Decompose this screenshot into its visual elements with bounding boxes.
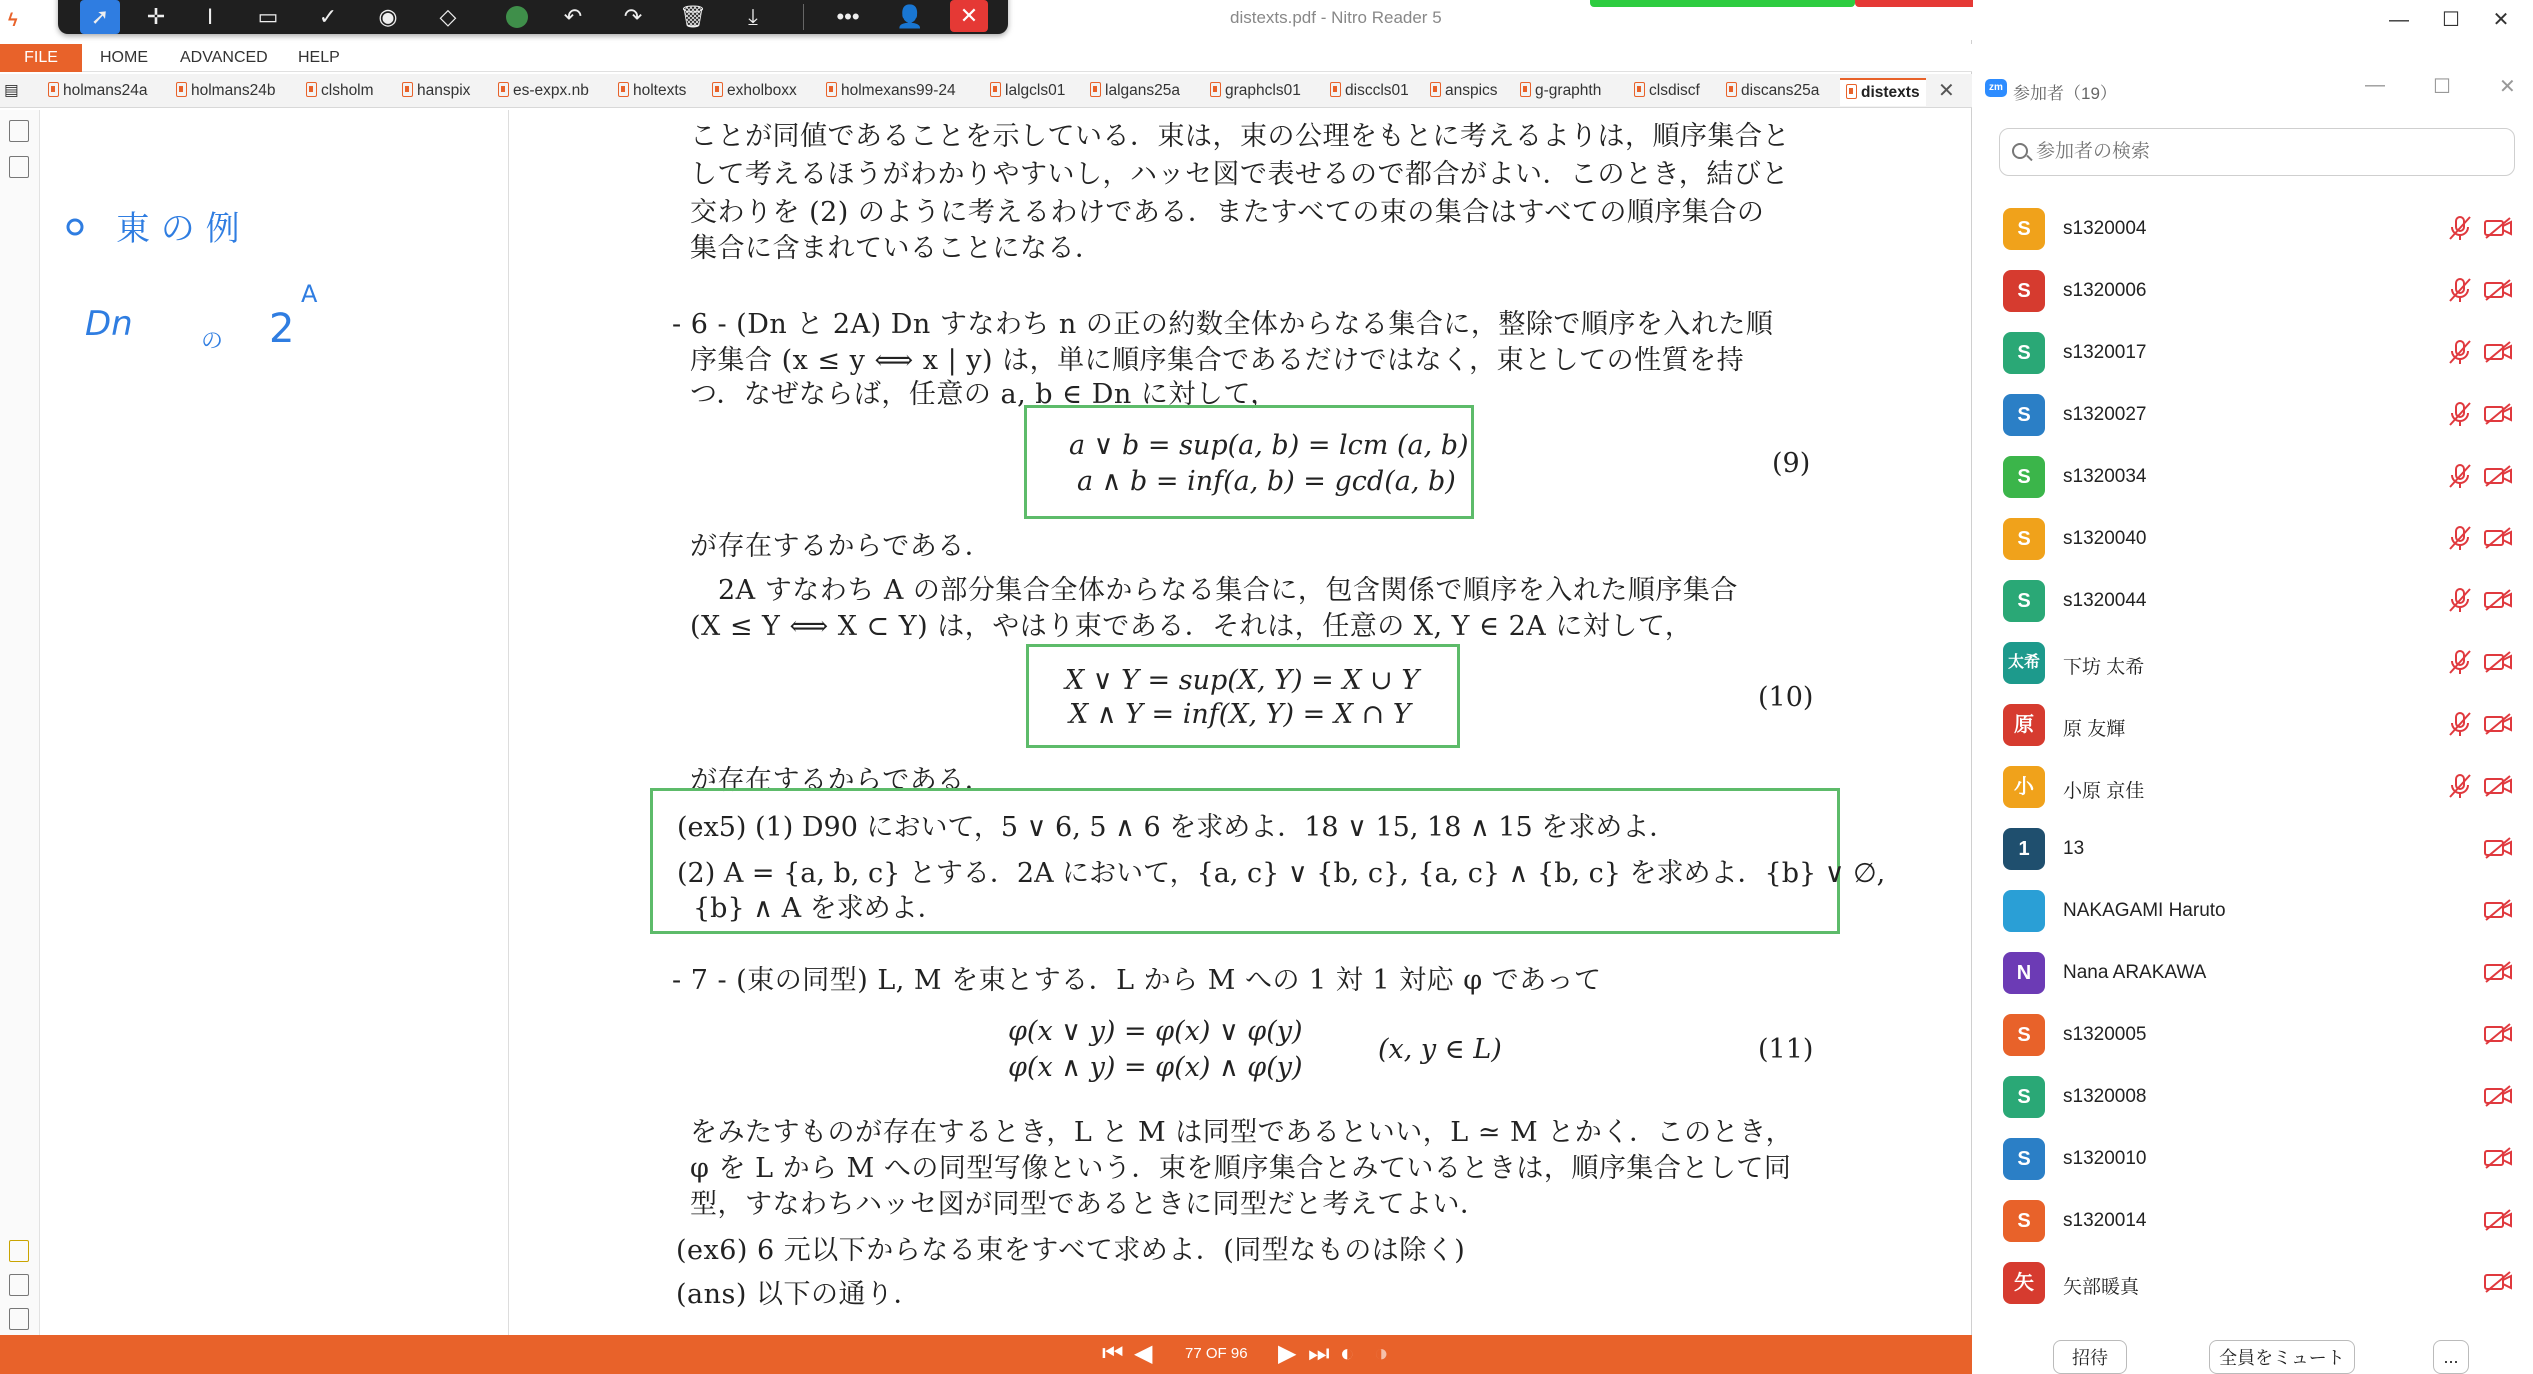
ink-bullet bbox=[68, 220, 82, 234]
pdf-icon bbox=[712, 82, 723, 97]
section-6-line-2: 序集合 (x ≤ y ⟺ x | y) は，単に順序集合であるだけではなく，束としての性質を持 bbox=[690, 345, 1745, 376]
tab-label: holmans24a bbox=[63, 82, 148, 99]
participant-row[interactable] bbox=[1973, 882, 2533, 942]
avatar: 小 bbox=[2003, 766, 2045, 808]
help-menu[interactable]: HELP bbox=[298, 49, 340, 66]
participant-name: s1320010 bbox=[2063, 1148, 2147, 1169]
pdf-icon bbox=[1430, 82, 1441, 97]
annotation-toolbar bbox=[58, 0, 1008, 34]
more-icon[interactable]: ••• bbox=[836, 4, 860, 29]
avatar: S bbox=[2003, 1076, 2045, 1118]
tab-anspics[interactable] bbox=[1430, 78, 1498, 106]
tab-label: hanspix bbox=[417, 82, 471, 99]
tab-label: clsdiscf bbox=[1649, 82, 1700, 99]
participant-name: s1320006 bbox=[2063, 280, 2147, 301]
participant-name: s1320004 bbox=[2063, 218, 2147, 239]
pdf-icon bbox=[1330, 82, 1341, 97]
output-panel-icon[interactable] bbox=[9, 1308, 29, 1330]
tab-label: anspics bbox=[1445, 82, 1498, 99]
tab-label: holtexts bbox=[633, 82, 687, 99]
video-off-icon[interactable] bbox=[2483, 1208, 2513, 1232]
tab-holtexts[interactable] bbox=[618, 78, 686, 106]
equation-10-number: (10) bbox=[1758, 682, 1814, 713]
participant-name: Nana ARAKAWA bbox=[2063, 962, 2207, 983]
answer-line: (ans) 以下の通り． bbox=[676, 1279, 921, 1310]
close-tab-icon[interactable]: ✕ bbox=[1938, 80, 1955, 102]
ink-note-dn: Dn bbox=[85, 304, 133, 344]
left-tool-panel bbox=[0, 110, 40, 1335]
tab-holmans24a[interactable] bbox=[48, 78, 147, 106]
video-off-icon[interactable] bbox=[2483, 1270, 2513, 1294]
tab-label: graphcls01 bbox=[1225, 82, 1301, 99]
participant-name: s1320008 bbox=[2063, 1086, 2147, 1107]
pdf-icon bbox=[498, 82, 509, 97]
tab-label: holmans24b bbox=[191, 82, 276, 99]
tab-holmans24b[interactable] bbox=[176, 78, 275, 106]
video-off-icon[interactable] bbox=[2483, 650, 2513, 674]
pdf-icon bbox=[1846, 84, 1857, 99]
participant-row[interactable] bbox=[1973, 944, 2533, 1004]
participant-row[interactable] bbox=[1973, 200, 2533, 260]
equation-9-line-1: a ∨ b = sup(a, b) = lcm (a, b) bbox=[1069, 430, 1469, 461]
tab-label: holmexans99-24 bbox=[841, 82, 956, 99]
video-off-icon[interactable] bbox=[2483, 464, 2513, 488]
ink-note-a: A bbox=[301, 280, 318, 308]
video-off-icon[interactable] bbox=[2483, 960, 2513, 984]
avatar: S bbox=[2003, 270, 2045, 312]
equation-10-line-2: X ∧ Y = inf(X, Y) = X ∩ Y bbox=[1069, 699, 1411, 730]
doc-line: が存在するからである． bbox=[690, 765, 993, 796]
tab-label: g-graphth bbox=[1535, 82, 1602, 99]
video-off-icon[interactable] bbox=[2483, 1022, 2513, 1046]
video-off-icon[interactable] bbox=[2483, 278, 2513, 302]
participant-name: s1320014 bbox=[2063, 1210, 2147, 1231]
participant-row[interactable] bbox=[1973, 262, 2533, 322]
zoom-participants-panel bbox=[1973, 0, 2533, 1374]
tab-distexts[interactable] bbox=[1840, 78, 1926, 106]
avatar: 太希 bbox=[2003, 642, 2045, 684]
tab-g-graphth[interactable] bbox=[1520, 78, 1601, 106]
tab-label: lalgans25a bbox=[1105, 82, 1180, 99]
nitro-logo-icon: ϟ bbox=[8, 10, 18, 30]
mic-muted-icon[interactable] bbox=[2447, 772, 2473, 800]
participant-name: 原 友輝 bbox=[2063, 719, 2126, 740]
pdf-icon bbox=[402, 82, 413, 97]
participant-row[interactable] bbox=[1973, 448, 2533, 508]
avatar: S bbox=[2003, 580, 2045, 622]
exercise-5-line-2: (2) A = {a, b, c} とする．2A において，{a, c} ∨ {b, c}, {a, c} ∧ {b, c} を求めよ．{b} ∨ ∅, bbox=[677, 858, 1886, 889]
mute-all-button[interactable]: 全員をミュート bbox=[2209, 1340, 2355, 1374]
video-off-icon[interactable] bbox=[2483, 836, 2513, 860]
tab-exholboxx[interactable] bbox=[712, 78, 797, 106]
next-page-icon[interactable]: ▶ bbox=[1278, 1340, 1297, 1367]
invite-button[interactable]: 招待 bbox=[2053, 1340, 2127, 1374]
doc-line: (X ≤ Y ⟺ X ⊂ Y) は，やはり束である．それは，任意の X, Y ∈ 2A に対して， bbox=[690, 611, 1693, 642]
participants-title: 参加者（19） bbox=[2013, 84, 2117, 103]
video-off-icon[interactable] bbox=[2483, 774, 2513, 798]
tab-clsholm[interactable] bbox=[306, 78, 374, 106]
avatar bbox=[2003, 890, 2045, 932]
participant-name: 下坊 太希 bbox=[2063, 657, 2145, 678]
page-indicator[interactable]: 77 OF 96 bbox=[1185, 1345, 1248, 1362]
attachments-panel-icon[interactable] bbox=[9, 1274, 29, 1296]
avatar: 矢 bbox=[2003, 1262, 2045, 1304]
participant-name: 矢部暖真 bbox=[2063, 1277, 2140, 1298]
participant-row[interactable] bbox=[1973, 696, 2533, 756]
prev-page-icon[interactable]: ◀ bbox=[1134, 1340, 1153, 1367]
tab-label: clsholm bbox=[321, 82, 374, 99]
section-6-line-3: つ．なぜならば，任意の a, b ∈ Dn に対して， bbox=[690, 379, 1278, 410]
minimize-icon[interactable]: — bbox=[2389, 9, 2409, 31]
doc-line: が存在するからである． bbox=[690, 531, 993, 562]
participant-row[interactable] bbox=[1973, 1068, 2533, 1128]
zoom-share-indicator-green bbox=[1590, 0, 1855, 7]
participant-row[interactable] bbox=[1973, 572, 2533, 632]
participant-row[interactable] bbox=[1973, 1006, 2533, 1066]
tab-graphcls01[interactable] bbox=[1210, 78, 1301, 106]
ink-note-2: 2 bbox=[269, 306, 295, 352]
color-picker-icon[interactable] bbox=[506, 6, 528, 28]
participant-row[interactable] bbox=[1973, 820, 2533, 880]
zoom-logo-icon: zm bbox=[1985, 79, 2007, 97]
avatar: 1 bbox=[2003, 828, 2045, 870]
ribbon-menu bbox=[0, 44, 1972, 72]
video-off-icon[interactable] bbox=[2483, 898, 2513, 922]
tab-lalgans25a[interactable] bbox=[1090, 78, 1180, 106]
pdf-icon bbox=[176, 82, 187, 97]
video-off-icon[interactable] bbox=[2483, 526, 2513, 550]
section-7-line-1: - 7 - (束の同型) L, M を束とする．L から M への 1 対 1 対応 φ であって bbox=[672, 965, 1602, 996]
participant-name: s1320034 bbox=[2063, 466, 2147, 487]
equation-11-line-1: φ(x ∨ y) = φ(x) ∨ φ(y) bbox=[1008, 1016, 1303, 1047]
avatar: S bbox=[2003, 1200, 2045, 1242]
doc-line: 型，すなわちハッセ図が同型であるときに同型だと考えてよい． bbox=[690, 1189, 1488, 1220]
tab-discans25a[interactable] bbox=[1726, 78, 1819, 106]
tab-clsdiscf[interactable] bbox=[1634, 78, 1700, 106]
mic-muted-icon[interactable] bbox=[2447, 400, 2473, 428]
pdf-icon bbox=[1520, 82, 1531, 97]
mic-muted-icon[interactable] bbox=[2447, 276, 2473, 304]
first-page-icon[interactable]: ⏮ bbox=[1102, 1340, 1124, 1367]
tab-label: disccls01 bbox=[1345, 82, 1409, 99]
doc-line: して考えるほうがわかりやすいし，ハッセ図で表せるので都合がよい．このとき，結びと bbox=[690, 159, 1789, 190]
equation-11-line-2: φ(x ∧ y) = φ(x) ∧ φ(y) bbox=[1008, 1052, 1303, 1083]
tab-label: discans25a bbox=[1741, 82, 1820, 99]
doc-line: φ を L から M への同型写像という．束を順序集合とみているときは，順序集合として同 bbox=[690, 1153, 1792, 1184]
pdf-icon bbox=[1210, 82, 1221, 97]
highlighter-icon[interactable]: ◉ bbox=[378, 4, 398, 29]
move-icon[interactable]: ✛ bbox=[146, 4, 166, 29]
comments-panel-icon[interactable] bbox=[9, 1240, 29, 1262]
page-navigation-bar bbox=[0, 1335, 1972, 1374]
ink-note-no: の bbox=[201, 329, 224, 354]
eraser-icon[interactable]: ◇ bbox=[439, 4, 457, 29]
redo-icon[interactable]: ↷ bbox=[623, 4, 643, 29]
participants-icon[interactable]: 👤 bbox=[896, 4, 924, 29]
pdf-icon bbox=[618, 82, 629, 97]
participant-name: 13 bbox=[2063, 838, 2085, 859]
window-title: distexts.pdf - Nitro Reader 5 bbox=[1230, 8, 1442, 27]
mic-muted-icon[interactable] bbox=[2447, 524, 2473, 552]
video-off-icon[interactable] bbox=[2483, 1146, 2513, 1170]
undo-icon[interactable]: ↶ bbox=[563, 4, 583, 29]
download-icon[interactable]: ⤓ bbox=[748, 4, 758, 29]
more-options-button[interactable]: ... bbox=[2433, 1340, 2469, 1374]
panel-close-icon[interactable]: ✕ bbox=[2499, 76, 2516, 98]
maximize-icon[interactable]: ☐ bbox=[2442, 9, 2460, 31]
participant-search[interactable] bbox=[1999, 128, 2515, 176]
equation-9-line-2: a ∧ b = inf(a, b) = gcd(a, b) bbox=[1077, 466, 1456, 497]
close-window-icon[interactable]: ✕ bbox=[2492, 9, 2510, 31]
video-off-icon[interactable] bbox=[2483, 340, 2513, 364]
bookmarks-panel-icon[interactable] bbox=[9, 156, 29, 178]
text-cursor-icon[interactable]: I bbox=[206, 4, 214, 29]
close-annotation-icon[interactable]: ✕ bbox=[950, 0, 988, 32]
checkmark-icon[interactable]: ✓ bbox=[318, 4, 338, 29]
mic-muted-icon[interactable] bbox=[2447, 586, 2473, 614]
trash-icon[interactable]: 🗑 bbox=[679, 4, 707, 29]
toolbar-separator bbox=[803, 4, 804, 30]
panel-minimize-icon[interactable]: — bbox=[2365, 74, 2385, 96]
participants-footer bbox=[1973, 1330, 2533, 1374]
document-tab-strip bbox=[0, 74, 1972, 108]
search-input[interactable] bbox=[2036, 139, 2496, 165]
avatar: S bbox=[2003, 1138, 2045, 1180]
equation-10-box bbox=[1026, 644, 1460, 748]
tab-lalgcls01[interactable] bbox=[990, 78, 1065, 106]
doc-line: 2A すなわち A の部分集合全体からなる集合に，包含関係で順序を入れた順序集合 bbox=[718, 575, 1738, 606]
avatar: S bbox=[2003, 394, 2045, 436]
pdf-icon bbox=[48, 82, 59, 97]
participant-name: s1320017 bbox=[2063, 342, 2147, 363]
participant-name: NAKAGAMI Haruto bbox=[2063, 900, 2226, 921]
rectangle-icon[interactable]: ▭ bbox=[257, 4, 279, 29]
avatar: S bbox=[2003, 332, 2045, 374]
pdf-icon bbox=[1634, 82, 1645, 97]
participant-row[interactable] bbox=[1973, 324, 2533, 384]
search-icon bbox=[2012, 143, 2028, 159]
tab-label: lalgcls01 bbox=[1005, 82, 1066, 99]
participant-row[interactable] bbox=[1973, 634, 2533, 694]
mic-muted-icon[interactable] bbox=[2447, 710, 2473, 738]
participants-header bbox=[1973, 70, 2533, 110]
pages-panel-icon[interactable] bbox=[9, 120, 29, 142]
ink-note-1: 東 の 例 bbox=[116, 209, 240, 249]
forward-view-icon[interactable]: ◑ bbox=[1374, 1340, 1389, 1367]
pdf-icon bbox=[306, 82, 317, 97]
pdf-icon bbox=[1726, 82, 1737, 97]
exercise-5-line-1: (ex5) (1) D90 において，5 ∨ 6, 5 ∧ 6 を求めよ．18 ∨ 15, 18 ∧ 15 を求めよ． bbox=[677, 812, 1677, 843]
section-6-line-1: - 6 - (Dn と 2A) Dn すなわち n の正の約数全体からなる集合に，整除で順序を入れた順 bbox=[672, 309, 1774, 340]
participant-row[interactable] bbox=[1973, 386, 2533, 446]
ink-strokes bbox=[41, 110, 501, 510]
video-off-icon[interactable] bbox=[2483, 588, 2513, 612]
panel-popout-icon[interactable]: ☐ bbox=[2433, 76, 2451, 98]
avatar: S bbox=[2003, 208, 2045, 250]
home-menu[interactable]: HOME bbox=[100, 49, 148, 66]
exercise-5-box bbox=[650, 788, 1886, 934]
video-off-icon[interactable] bbox=[2483, 1084, 2513, 1108]
select-arrow-icon[interactable]: ➚ bbox=[80, 0, 120, 34]
mic-muted-icon[interactable] bbox=[2447, 648, 2473, 676]
video-off-icon[interactable] bbox=[2483, 712, 2513, 736]
participant-row[interactable] bbox=[1973, 1254, 2533, 1314]
tab-label: exholboxx bbox=[727, 82, 797, 99]
doc-line: 交わりを (2) のように考えるわけである．またすべての束の集合はすべての順序集合の bbox=[690, 197, 1765, 228]
equation-9-box bbox=[1024, 405, 1474, 519]
participant-row[interactable] bbox=[1973, 758, 2533, 818]
tab-label: distexts bbox=[1861, 84, 1920, 101]
participant-row[interactable] bbox=[1973, 1192, 2533, 1252]
last-page-icon[interactable]: ⏭ bbox=[1308, 1340, 1330, 1367]
video-off-icon[interactable] bbox=[2483, 216, 2513, 240]
avatar: S bbox=[2003, 518, 2045, 560]
pdf-icon bbox=[826, 82, 837, 97]
mic-muted-icon[interactable] bbox=[2447, 338, 2473, 366]
participant-name: s1320027 bbox=[2063, 404, 2147, 425]
avatar: S bbox=[2003, 1014, 2045, 1056]
tab-hanspix[interactable] bbox=[402, 78, 470, 106]
pdf-icon bbox=[1090, 82, 1101, 97]
pdf-icon bbox=[990, 82, 1001, 97]
ink-annotation bbox=[41, 110, 501, 510]
participant-name: 小原 京佳 bbox=[2063, 781, 2145, 802]
avatar: N bbox=[2003, 952, 2045, 994]
participant-name: s1320005 bbox=[2063, 1024, 2147, 1045]
doc-line: 集合に含まれていることになる． bbox=[690, 233, 1103, 264]
tab-es-expx[interactable] bbox=[498, 78, 589, 106]
tab-disccls01[interactable] bbox=[1330, 78, 1409, 106]
exercise-6: (ex6) 6 元以下からなる束をすべて求めよ．(同型なものは除く) bbox=[676, 1235, 1466, 1266]
avatar: S bbox=[2003, 456, 2045, 498]
mic-muted-icon[interactable] bbox=[2447, 214, 2473, 242]
tab-list-icon[interactable]: ▤ bbox=[4, 82, 19, 99]
participant-row[interactable] bbox=[1973, 510, 2533, 570]
exercise-5-line-3: {b} ∧ A を求めよ． bbox=[693, 893, 945, 924]
back-view-icon[interactable]: ◐ bbox=[1340, 1340, 1355, 1367]
avatar: 原 bbox=[2003, 704, 2045, 746]
equation-11-number: (11) bbox=[1758, 1034, 1814, 1065]
equation-10-line-1: X ∨ Y = sup(X, Y) = X ∪ Y bbox=[1065, 665, 1420, 696]
equation-9-number: (9) bbox=[1772, 448, 1811, 479]
participant-name: s1320040 bbox=[2063, 528, 2147, 549]
mic-muted-icon[interactable] bbox=[2447, 462, 2473, 490]
participant-name: s1320044 bbox=[2063, 590, 2147, 611]
advanced-menu[interactable]: ADVANCED bbox=[180, 49, 268, 66]
doc-line: をみたすものが存在するとき，L と M は同型であるといい，L ≃ M とかく．このとき， bbox=[690, 1117, 1794, 1148]
equation-11-condition: (x, y ∈ L) bbox=[1378, 1034, 1502, 1065]
tab-label: es-expx.nb bbox=[513, 82, 589, 99]
participant-row[interactable] bbox=[1973, 1130, 2533, 1190]
tab-holmexans99-24[interactable] bbox=[826, 78, 956, 106]
file-menu[interactable]: FILE bbox=[0, 44, 82, 72]
doc-line: ことが同値であることを示している．束は，束の公理をもとに考えるよりは，順序集合と bbox=[690, 121, 1790, 152]
video-off-icon[interactable] bbox=[2483, 402, 2513, 426]
